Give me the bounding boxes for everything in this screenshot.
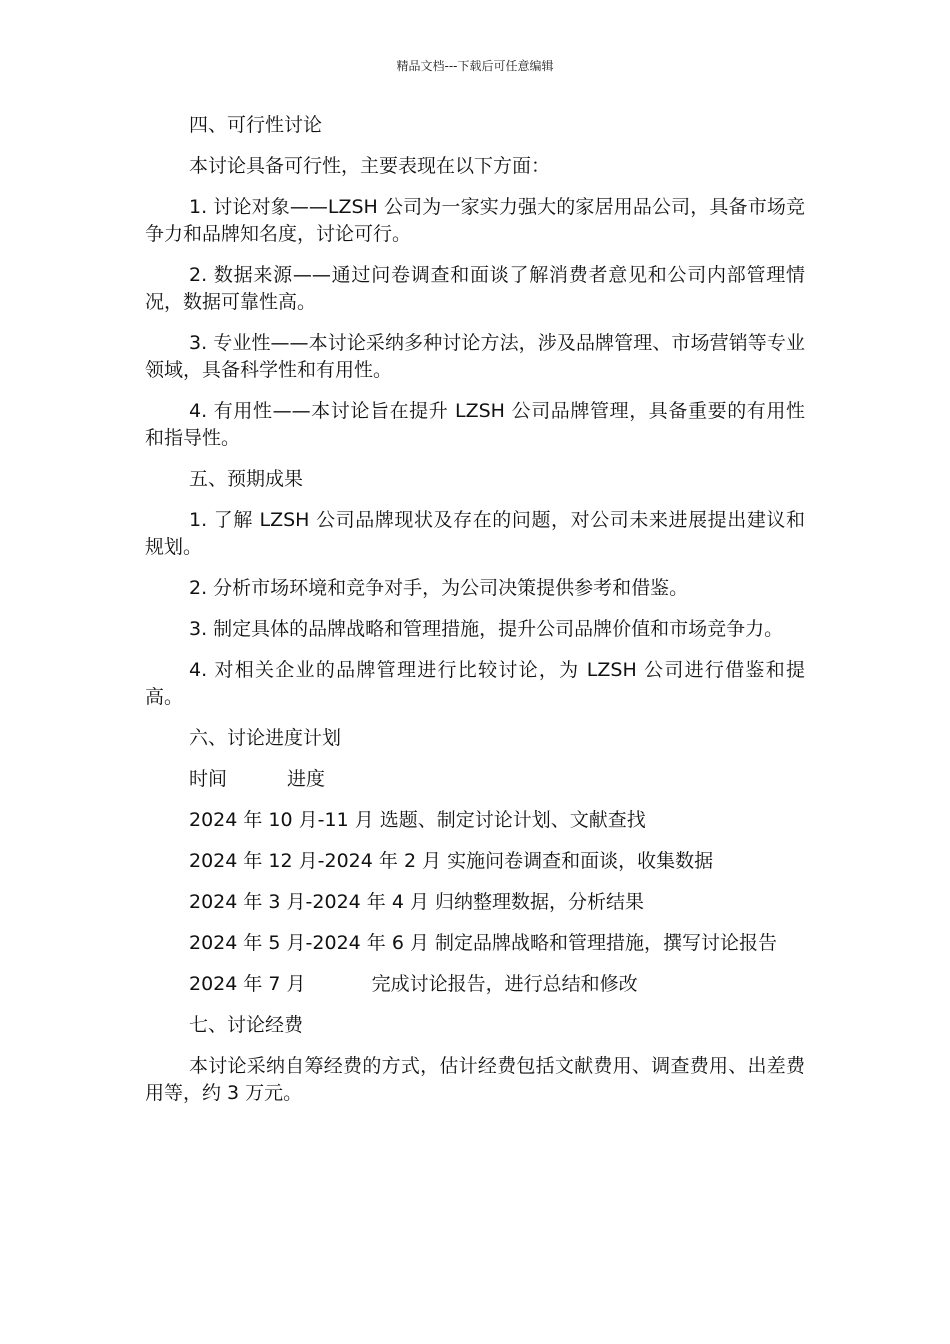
document-body	[145, 112, 805, 1121]
schedule-col-time: 时间	[189, 768, 228, 790]
schedule-row-time: 2024 年 10 月-11 月	[189, 809, 374, 831]
page-header: 精品文档---下载后可任意编辑	[396, 59, 554, 73]
schedule-row-5	[145, 971, 805, 998]
schedule-row-2	[145, 848, 805, 875]
schedule-header	[145, 766, 805, 793]
section-5-item-3: 3. 制定具体的品牌战略和管理措施，提升公司品牌价值和市场竞争力。	[189, 618, 784, 640]
schedule-row-task: 实施问卷调查和面谈，收集数据	[447, 850, 714, 872]
section-4-item-3: 3. 专业性——本讨论采纳多种讨论方法，涉及品牌管理、市场营销等专业领域，具备科学性和有用性。	[145, 332, 805, 381]
section-4-item-4: 4. 有用性——本讨论旨在提升 LZSH 公司品牌管理，具备重要的有用性和指导性。	[145, 400, 805, 449]
schedule-row-task: 归纳整理数据，分析结果	[435, 891, 645, 913]
section-6-title: 六、讨论进度计划	[189, 727, 342, 749]
section-7-text: 本讨论采纳自筹经费的方式，估计经费包括文献费用、调查费用、出差费用等，约 3 万元。	[145, 1055, 805, 1104]
section-5-item-4: 4. 对相关企业的品牌管理进行比较讨论，为 LZSH 公司进行借鉴和提高。	[145, 659, 805, 708]
section-4-item-1: 1. 讨论对象——LZSH 公司为一家实力强大的家居用品公司，具备市场竞争力和品牌知名度，讨论可行。	[145, 196, 805, 245]
schedule-col-progress: 进度	[287, 768, 326, 790]
schedule-row-time: 2024 年 12 月-2024 年 2 月	[189, 850, 442, 872]
section-5-title: 五、预期成果	[189, 468, 304, 490]
schedule-row-time: 2024 年 3 月-2024 年 4 月	[189, 891, 429, 913]
section-5-item-1: 1. 了解 LZSH 公司品牌现状及存在的问题，对公司未来进展提出建议和规划。	[145, 509, 805, 558]
schedule-row-4	[145, 930, 805, 957]
schedule-row-task: 完成讨论报告，进行总结和修改	[371, 973, 638, 995]
schedule-row-task: 制定品牌战略和管理措施，撰写讨论报告	[435, 932, 778, 954]
schedule-row-3	[145, 889, 805, 916]
section-4-title: 四、可行性讨论	[189, 114, 323, 136]
schedule-row-task: 选题、制定讨论计划、文献查找	[379, 809, 646, 831]
schedule-row-1	[145, 807, 805, 834]
section-4-intro: 本讨论具备可行性，主要表现在以下方面：	[189, 155, 551, 177]
section-7-title: 七、讨论经费	[189, 1014, 304, 1036]
schedule-row-time: 2024 年 5 月-2024 年 6 月	[189, 932, 429, 954]
schedule-row-time: 2024 年 7 月	[189, 973, 306, 995]
section-4-item-2: 2. 数据来源——通过问卷调查和面谈了解消费者意见和公司内部管理情况，数据可靠性高。	[145, 264, 805, 313]
section-5-item-2: 2. 分析市场环境和竞争对手，为公司决策提供参考和借鉴。	[189, 577, 689, 599]
